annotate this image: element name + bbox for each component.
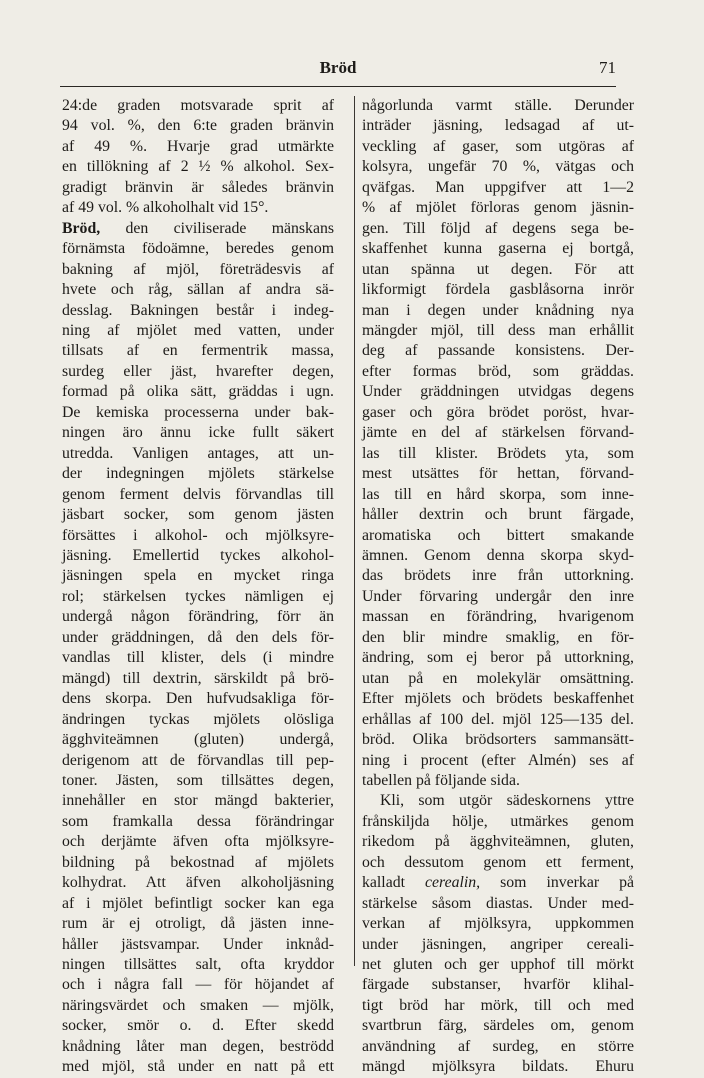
line-text: socker, smör o. d. Efter skedd xyxy=(62,1017,334,1035)
line-text: Efter mjölets och brödets beskaffenhet xyxy=(362,690,634,708)
line-text: och derjämte äfven ofta mjölksyre- xyxy=(62,833,334,851)
line-text: någorlunda varmt ställe. Derunder xyxy=(362,97,634,114)
text-line xyxy=(362,914,634,934)
text-line xyxy=(62,198,334,218)
text-line xyxy=(362,689,634,709)
text-line xyxy=(362,116,634,136)
line-text: ning af mjölet med vatten, under xyxy=(62,321,334,339)
text-line xyxy=(362,178,634,198)
line-text: tillsats af en fermentrik massa, xyxy=(62,342,334,360)
text-line xyxy=(62,914,334,934)
text-line xyxy=(62,935,334,955)
line-text: formad på olika sätt, gräddas i ugn. xyxy=(62,383,334,401)
line-text: användning af surdeg, en större xyxy=(362,1037,634,1055)
text-line xyxy=(362,853,634,873)
line-text: genom ferment delvis förvandlas till xyxy=(62,485,334,503)
text-line xyxy=(362,505,634,525)
line-text: mängd) till dextrin, särskildt på brö- xyxy=(62,669,334,687)
text-line xyxy=(62,648,334,668)
text-line xyxy=(362,751,634,771)
line-text: håller jästsvampar. Under inknåd- xyxy=(62,935,334,953)
text-line xyxy=(62,1037,334,1057)
line-text: den civiliserade mänskans xyxy=(100,219,334,237)
text-line xyxy=(62,239,334,259)
text-line xyxy=(62,1057,334,1077)
text-line xyxy=(362,239,634,259)
text-line xyxy=(362,198,634,218)
text-line xyxy=(62,137,334,157)
text-line xyxy=(62,873,334,893)
text-line xyxy=(62,751,334,771)
line-text: knådning låter man degen, beströdd xyxy=(62,1037,334,1055)
text-line xyxy=(362,546,634,566)
line-text: innehåller en stor mängd bakterier, xyxy=(62,792,334,810)
text-line xyxy=(62,321,334,341)
line-text: desslag. Bakningen består i indeg- xyxy=(62,301,334,319)
text-line xyxy=(362,730,634,750)
line-text: en tillökning af 2 ½ % alkohol. Sex- xyxy=(62,158,334,176)
text-line xyxy=(62,464,334,484)
line-text: af 49 vol. % alkoholhalt vid 15°. xyxy=(62,199,269,217)
line-text: gaser och göra brödet poröst, hvar- xyxy=(362,403,634,421)
text-line xyxy=(362,280,634,300)
left-column xyxy=(62,96,334,1078)
line-text: under gräddningen, då den dels för- xyxy=(62,628,334,646)
text-line xyxy=(62,546,334,566)
line-text: massan en förändring, hvarigenom xyxy=(362,608,634,626)
text-line xyxy=(62,996,334,1016)
line-text: ändring, som ej beror på uttorkning, xyxy=(362,649,634,667)
line-text: jämte en del af stärkelsen förvand- xyxy=(362,424,634,442)
text-line xyxy=(362,894,634,914)
line-text: ningen tillsättes salt, ofta kryddor xyxy=(62,956,334,974)
text-line xyxy=(362,975,634,995)
text-line xyxy=(362,1016,634,1036)
text-line xyxy=(62,116,334,136)
text-line xyxy=(362,955,634,975)
text-line xyxy=(62,178,334,198)
text-line xyxy=(362,812,634,832)
text-line xyxy=(362,321,634,341)
line-text: förnämsta födoämne, beredes genom xyxy=(62,240,334,258)
line-text: undergå någon förändring, förr än xyxy=(62,608,334,626)
text-line xyxy=(62,894,334,914)
text-line xyxy=(62,955,334,975)
line-text: net gluten och ger upphof till mörkt xyxy=(362,956,634,974)
line-text: den blir mindre smaklig, en för- xyxy=(362,628,634,646)
line-text: stärkelse såsom diastas. Under med- xyxy=(362,894,634,912)
line-text: dens skorpa. Den hufvudsakliga för- xyxy=(62,690,334,708)
line-text: 24:de graden motsvarade sprit af xyxy=(62,97,334,114)
text-line xyxy=(62,669,334,689)
line-text: jäsningen spela en mycket ringa xyxy=(62,567,334,585)
line-text: ämnen. Genom denna skorpa skyd- xyxy=(362,546,634,564)
line-text: toner. Jästen, som tillsättes degen, xyxy=(62,771,334,789)
text-line xyxy=(362,403,634,423)
line-text: gradigt bränvin är således bränvin xyxy=(62,178,334,196)
text-line xyxy=(62,96,334,116)
line-text: försättes i alkohol- och mjölksyre- xyxy=(62,526,334,544)
line-text: gen. Till följd af degens sega be- xyxy=(362,219,634,237)
line-text: utan på en molekylär omsättning. xyxy=(362,669,634,687)
entry-headword: Bröd, xyxy=(62,219,101,237)
text-line xyxy=(362,157,634,177)
text-line xyxy=(362,96,634,116)
line-text: ningen äro ännu icke fullt säkert xyxy=(62,424,334,442)
page-number: 71 xyxy=(599,58,616,77)
line-text: med mjöl, stå under en natt på ett xyxy=(62,1058,334,1076)
line-text: och i några fall — för höjandet af xyxy=(62,976,334,994)
line-text: bakning af mjöl, företrädesvis af xyxy=(62,260,334,278)
line-text: utan spänna ut degen. För att xyxy=(362,260,634,278)
running-title: Bröd xyxy=(319,58,357,77)
text-line xyxy=(362,648,634,668)
line-text: qväfgas. Man uppgifver att 1—2 xyxy=(362,178,634,196)
line-text: rum är ej otroligt, då jästen inne- xyxy=(62,915,334,933)
text-line xyxy=(362,873,634,893)
text-line xyxy=(62,423,334,443)
text-line xyxy=(62,485,334,505)
line-text: skaffenhet kunna gaserna ej bortgå, xyxy=(362,240,634,258)
text-line xyxy=(62,791,334,811)
text-line xyxy=(62,382,334,402)
text-line xyxy=(362,423,634,443)
column-divider xyxy=(354,96,355,966)
line-text: das brödets inre från uttorkning. xyxy=(362,567,634,585)
line-text: som inverkar på xyxy=(480,874,634,892)
line-text: mängder mjöl, till dess man erhållit xyxy=(362,321,634,339)
line-text: färgade substanser, hvarför klihal- xyxy=(362,976,634,994)
text-line xyxy=(362,996,634,1016)
text-line xyxy=(362,485,634,505)
line-text: kolhydrat. Att äfven alkoholjäsning xyxy=(62,874,334,892)
line-text: mängd mjölksyra bildats. Ehuru xyxy=(362,1058,634,1076)
text-line xyxy=(362,301,634,321)
text-line xyxy=(362,832,634,852)
text-line xyxy=(362,362,634,382)
line-text: under jäsningen, angriper cereali- xyxy=(362,935,634,953)
text-line xyxy=(362,444,634,464)
line-text: Under förvaring undergår den inre xyxy=(362,587,634,605)
line-text: % af mjölet förloras genom jäsnin- xyxy=(362,199,634,217)
line-text: ning i procent (efter Almén) ses af xyxy=(362,751,634,769)
line-text: rikedom på ägghviteämnen, gluten, xyxy=(362,833,634,851)
text-line xyxy=(362,710,634,730)
line-text: deg af passande konsistens. Der- xyxy=(362,342,634,360)
line-text: af 49 %. Hvarje grad utmärkte xyxy=(62,137,334,155)
text-line xyxy=(362,771,634,791)
line-text: svartbrun färg, särdeles om, genom xyxy=(362,1017,634,1035)
text-line xyxy=(362,137,634,157)
line-text: 94 vol. %, den 6:te graden bränvin xyxy=(62,117,334,135)
line-text: rol; stärkelsen tyckes nämligen ej xyxy=(62,587,334,605)
line-text: erhållas af 100 del. mjöl 125—135 del. xyxy=(362,710,634,728)
line-text: utredda. Vanligen antages, att un- xyxy=(62,444,334,462)
text-line xyxy=(62,157,334,177)
text-line xyxy=(62,1016,334,1036)
line-text: tabellen på följande sida. xyxy=(362,771,520,789)
line-text: verkan af mjölksyra, uppkommen xyxy=(362,915,634,933)
line-text: der indegningen mjölets stärkelse xyxy=(62,465,334,483)
text-line xyxy=(62,526,334,546)
line-text: veckling af gaser, som utgöras af xyxy=(362,137,634,155)
text-line xyxy=(62,689,334,709)
line-text: frånskiljda hölje, utmärkes genom xyxy=(362,812,634,830)
italic-term: cerealin, xyxy=(425,874,481,892)
text-line xyxy=(62,301,334,321)
line-text: vandlas till klister, dels (i mindre xyxy=(62,649,334,667)
line-text: hvete och råg, sällan af andra sä- xyxy=(62,281,334,299)
text-line xyxy=(362,1057,634,1077)
line-text: inträder jäsning, ledsagad af ut- xyxy=(362,117,634,135)
line-text: Kli, som utgör sädeskornens yttre xyxy=(380,792,634,810)
line-text: las till klister. Brödets yta, som xyxy=(362,444,634,462)
text-line xyxy=(62,280,334,300)
line-text: man i degen under knådning nya xyxy=(362,301,634,319)
text-line xyxy=(62,812,334,832)
text-line xyxy=(362,382,634,402)
text-line xyxy=(62,444,334,464)
right-column xyxy=(362,96,634,1078)
line-text: bröd. Olika brödsorters sammansätt- xyxy=(362,731,634,749)
line-text: De kemiska processerna under bak- xyxy=(62,403,334,421)
text-line xyxy=(62,362,334,382)
text-line xyxy=(62,505,334,525)
line-text: och dessutom genom ett ferment, xyxy=(362,853,634,871)
line-text: derigenom att de förvandlas till pep- xyxy=(62,751,334,769)
text-line xyxy=(62,832,334,852)
line-text: surdeg eller jäst, hvarefter degen, xyxy=(62,362,334,380)
text-line xyxy=(362,791,634,811)
line-text: jäsbart socker, som genom jästen xyxy=(62,506,334,524)
text-line xyxy=(62,771,334,791)
text-line xyxy=(362,260,634,280)
text-line xyxy=(62,260,334,280)
text-line xyxy=(62,710,334,730)
text-line xyxy=(362,341,634,361)
line-text: likformigt fördela gasblåsorna inrör xyxy=(362,281,634,299)
header-rule xyxy=(60,86,616,87)
line-text: ägghviteämnen (gluten) undergå, xyxy=(62,731,334,749)
line-text: kalladt xyxy=(362,874,425,892)
text-line xyxy=(62,853,334,873)
line-text: aromatiska och bittert smakande xyxy=(362,526,634,544)
text-line xyxy=(62,628,334,648)
line-text: kolsyra, ungefär 70 %, vätgas och xyxy=(362,158,634,176)
text-line xyxy=(62,403,334,423)
text-line xyxy=(62,341,334,361)
line-text: jäsning. Emellertid tyckes alkohol- xyxy=(62,546,334,564)
line-text: las till en hård skorpa, som inne- xyxy=(362,485,634,503)
line-text: efter formas bröd, som gräddas. xyxy=(362,362,634,380)
text-line xyxy=(362,587,634,607)
page-header xyxy=(60,58,616,84)
line-text: Under gräddningen utvidgas degens xyxy=(362,383,634,401)
line-text: håller dextrin och brunt färgade, xyxy=(362,506,634,524)
text-line xyxy=(62,219,334,239)
text-line xyxy=(62,975,334,995)
text-line xyxy=(62,566,334,586)
text-line xyxy=(362,628,634,648)
text-line xyxy=(62,730,334,750)
line-text: som framkalla dessa förändringar xyxy=(62,812,334,830)
line-text: tigt bröd har mörk, till och med xyxy=(362,996,634,1014)
text-line xyxy=(362,566,634,586)
text-line xyxy=(362,1037,634,1057)
text-line xyxy=(362,219,634,239)
text-line xyxy=(362,526,634,546)
text-line xyxy=(362,464,634,484)
text-line xyxy=(62,587,334,607)
line-text: af i mjölet befintligt socker kan ega xyxy=(62,894,334,912)
line-text: näringsvärdet och smaken — mjölk, xyxy=(62,996,334,1014)
text-line xyxy=(362,607,634,627)
text-line xyxy=(362,935,634,955)
text-line xyxy=(62,607,334,627)
line-text: ändringen tyckas mjölets olösliga xyxy=(62,710,334,728)
line-text: mest utsättes för hettan, förvand- xyxy=(362,465,634,483)
text-line xyxy=(362,669,634,689)
line-text: bildning på bekostnad af mjölets xyxy=(62,853,334,871)
